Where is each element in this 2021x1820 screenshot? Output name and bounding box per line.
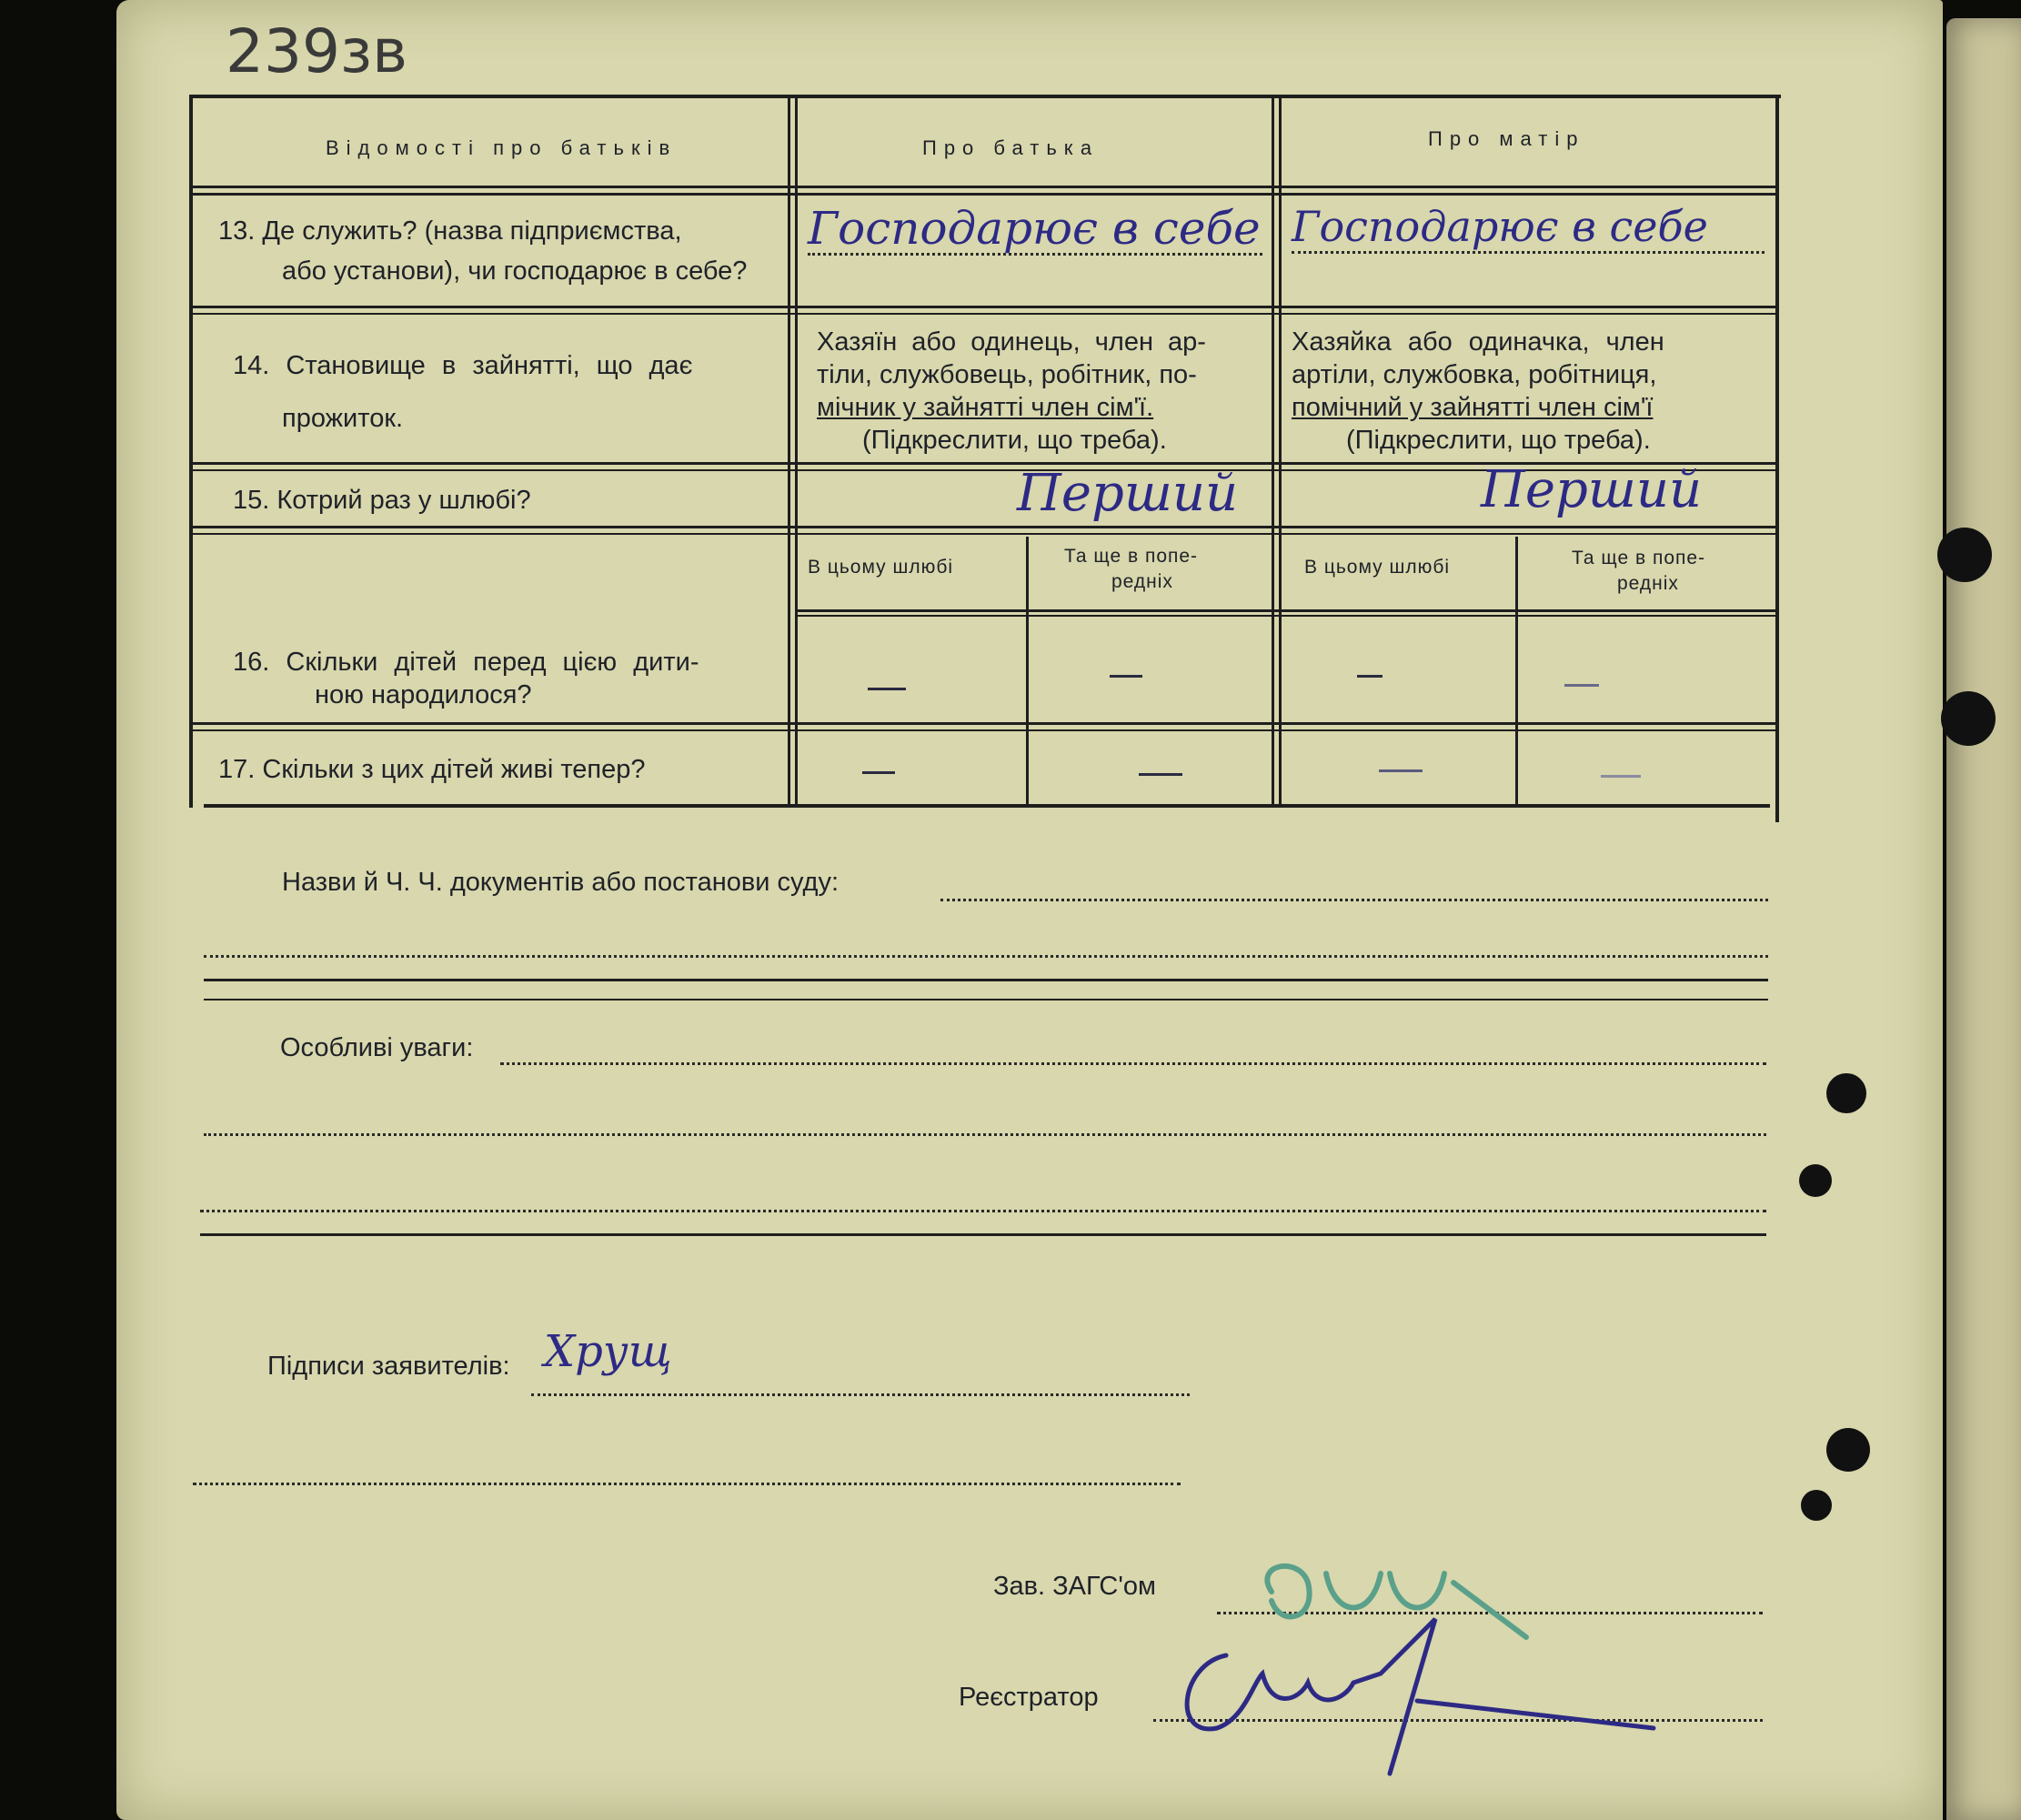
- head-label: Зав. ЗАГС'ом: [993, 1572, 1156, 1601]
- applicant-signature: Хрущ: [544, 1326, 672, 1377]
- notes-field-line3: [200, 1210, 1766, 1212]
- punch-hole: [1937, 528, 1992, 582]
- q13-label-line2: або установи), чи господарює в себе?: [282, 256, 748, 286]
- q15-label: 15. Котрий раз у шлюбі?: [233, 486, 531, 515]
- header-father: Про батька: [922, 136, 1100, 159]
- q14-father-line1: Хазяїн або одинець, член ар-: [817, 327, 1206, 357]
- header-parents-info: Відомості про батьків: [326, 136, 678, 159]
- q16-mother-this-dash: [1357, 675, 1383, 678]
- q17-mother-this-dash: [1379, 769, 1423, 772]
- signature-line1: [531, 1393, 1190, 1396]
- q15-father-answer: Перший: [1017, 464, 1239, 523]
- notes-field-line2: [204, 1133, 1766, 1136]
- q14-mother-line1: Хазяйка або одиначка, член: [1292, 327, 1664, 357]
- q16-father-previous-line1: Та ще в попе-: [1064, 546, 1199, 567]
- punch-hole: [1941, 691, 1996, 746]
- notes-label: Особливі уваги:: [280, 1033, 474, 1062]
- q17-mother-previous-dash: [1601, 775, 1641, 778]
- facing-page-edge: [1946, 18, 2021, 1820]
- punch-hole: [1799, 1164, 1832, 1197]
- q14-mother-line2: артіли, службовка, робітниця,: [1292, 360, 1657, 389]
- q17-father-this-dash: [862, 771, 895, 774]
- registrar-signature: [1162, 1601, 1672, 1783]
- document-page: [116, 0, 1943, 1820]
- q16-father-this-dash: [868, 688, 906, 690]
- q16-mother-previous-line2: редніх: [1617, 573, 1679, 594]
- q14-label-line1: 14. Становище в зайнятті, що дає: [233, 351, 693, 380]
- q16-mother-previous-dash: [1564, 684, 1599, 687]
- q16-father-previous-dash: [1110, 675, 1142, 678]
- q14-father-line2: тіли, службовець, робітник, по-: [817, 360, 1197, 389]
- q15-mother-answer: Перший: [1481, 460, 1703, 519]
- q13-father-answer: Господарює в себе: [808, 202, 1261, 255]
- punch-hole: [1826, 1428, 1870, 1472]
- punch-hole: [1801, 1490, 1832, 1521]
- q14-father-line3: мічник у зайнятті член сім'ї.: [817, 393, 1154, 422]
- documents-label: Назви й Ч. Ч. документів або постанови суду:: [282, 868, 840, 897]
- q17-father-previous-dash: [1139, 773, 1182, 776]
- q16-label-line2: ною народилося?: [315, 680, 532, 709]
- q16-father-previous-line2: редніх: [1111, 571, 1173, 592]
- header-mother: Про матір: [1428, 127, 1585, 150]
- q13-label-line1: 13. Де служить? (назва підприємства,: [218, 216, 682, 246]
- documents-field-line1: [940, 899, 1768, 901]
- q13-mother-answer: Господарює в себе: [1292, 202, 1708, 251]
- q14-mother-line4: (Підкреслити, що треба).: [1346, 426, 1651, 455]
- documents-field-line2: [204, 955, 1768, 958]
- q16-mother-this-marriage: В цьому шлюбі: [1304, 557, 1451, 578]
- punch-hole: [1826, 1073, 1866, 1113]
- q14-label-line2: прожиток.: [282, 404, 404, 433]
- registrar-label: Реєстратор: [959, 1683, 1099, 1712]
- q14-mother-line3: помічний у зайнятті член сім'ї: [1292, 393, 1654, 422]
- q16-father-this-marriage: В цьому шлюбі: [808, 557, 954, 578]
- signature-line2: [193, 1483, 1181, 1485]
- signatures-label: Підписи заявителів:: [267, 1352, 510, 1381]
- q16-label-line1: 16. Скільки дітей перед цією дити-: [233, 648, 699, 677]
- notes-field-line1: [500, 1062, 1766, 1065]
- q14-father-line4: (Підкреслити, що треба).: [862, 426, 1167, 455]
- q16-mother-previous-line1: Та ще в попе-: [1572, 548, 1706, 568]
- q17-label: 17. Скільки з цих дітей живі тепер?: [218, 755, 646, 784]
- archive-number: 239зв: [226, 16, 407, 86]
